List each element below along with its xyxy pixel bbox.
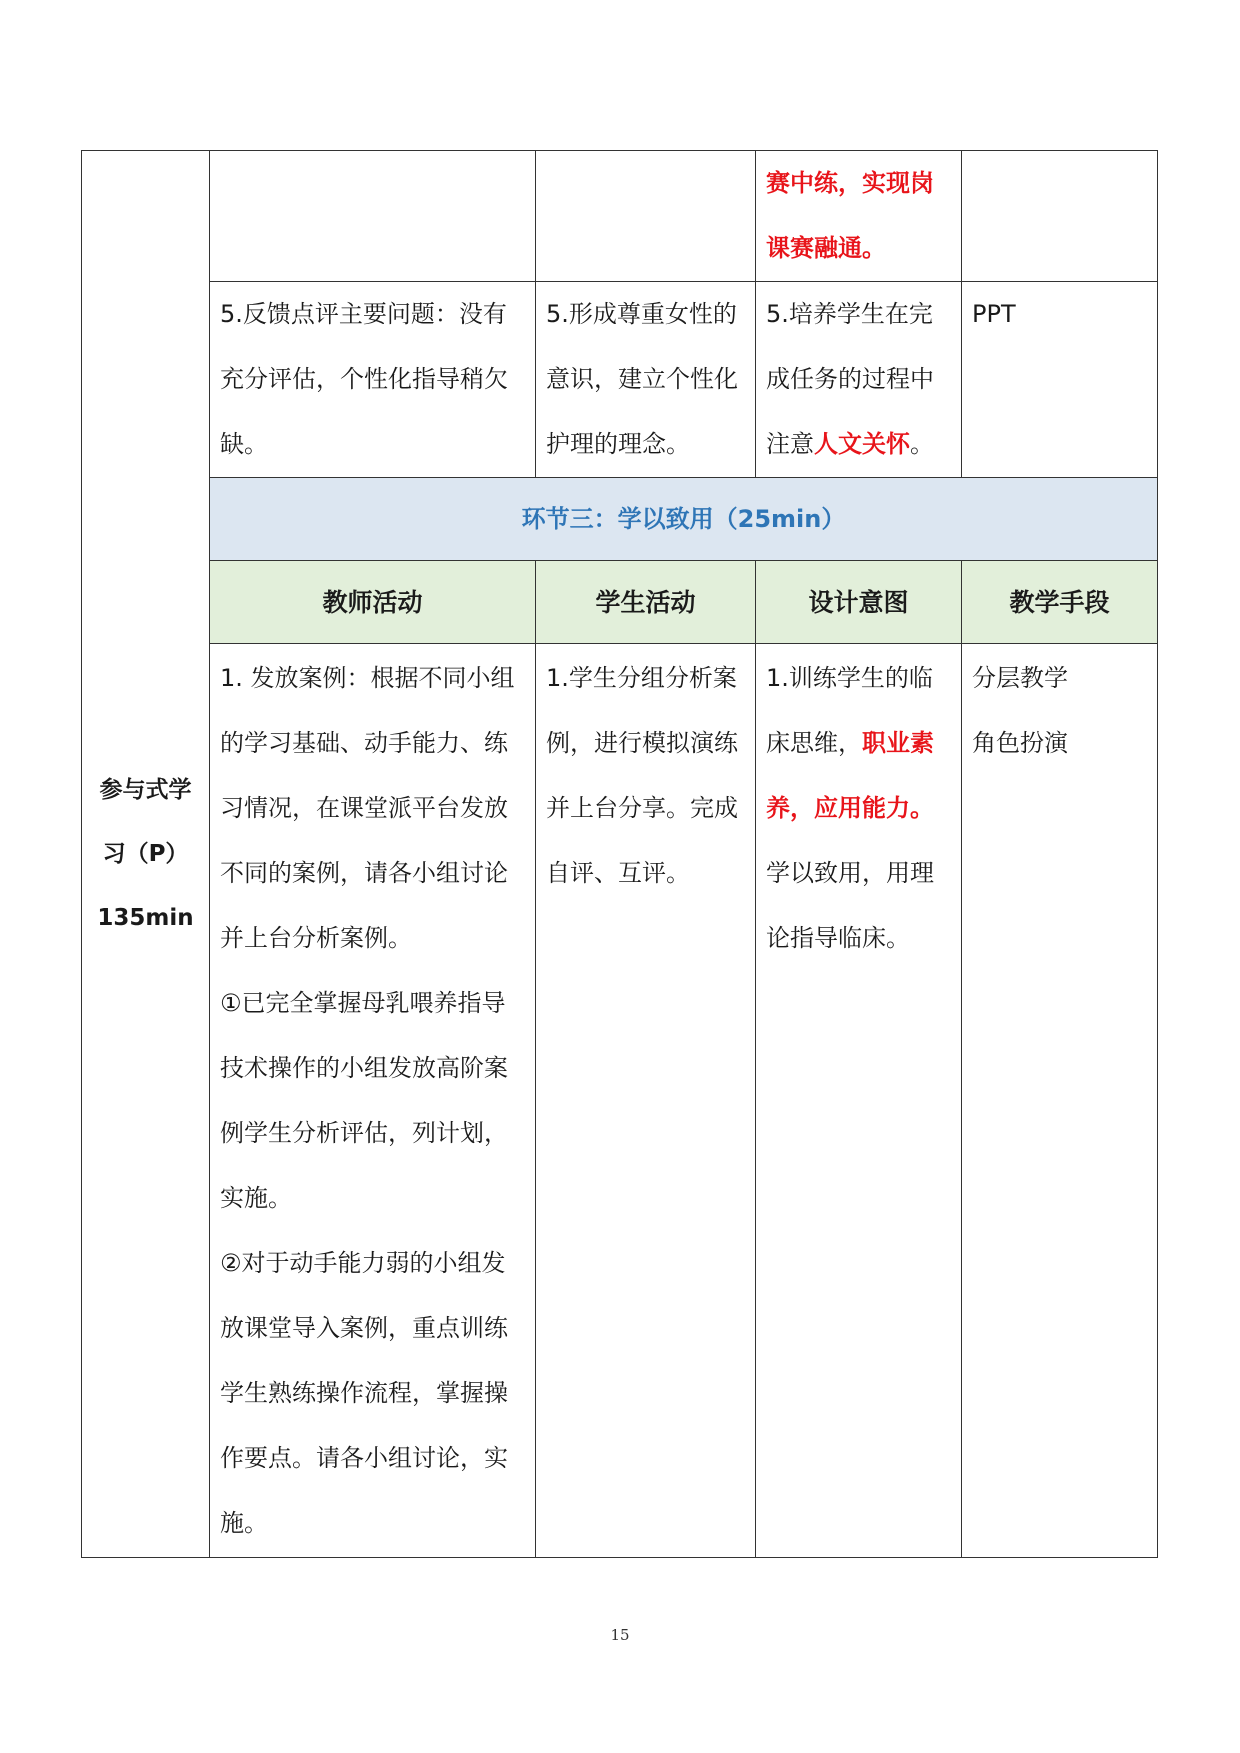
row5-student-cell bbox=[536, 282, 756, 478]
cont-design-line2: 课赛融通。 bbox=[766, 234, 886, 262]
header-means: 教学手段 bbox=[962, 561, 1158, 644]
row5-design-cell bbox=[756, 282, 962, 478]
header-design: 设计意图 bbox=[756, 561, 962, 644]
row5-design-prefix: 5.培养学生在完成任务的过程中注意 bbox=[766, 300, 934, 458]
cont-design-cell bbox=[756, 151, 962, 282]
section-title-row bbox=[82, 478, 1158, 561]
table-row-5 bbox=[82, 282, 1158, 478]
row1-means-cell bbox=[962, 644, 1158, 1558]
table-row-1 bbox=[82, 644, 1158, 1558]
cont-design-line1: 赛中练，实现岗 bbox=[766, 169, 934, 197]
row1-teacher-para3: ②对于动手能力弱的小组发放课堂导入案例，重点训练学生熟练操作流程，掌握操作要点。请各小组讨论，实施。 bbox=[220, 1249, 508, 1537]
row5-means-text: PPT bbox=[972, 300, 1016, 328]
row5-design-highlight: 人文关怀 bbox=[814, 430, 910, 458]
row5-means-cell bbox=[962, 282, 1158, 478]
row5-design-suffix: 。 bbox=[910, 430, 934, 458]
lesson-plan-table bbox=[81, 150, 1158, 1558]
cont-means-cell bbox=[962, 151, 1158, 282]
column-header-row bbox=[82, 561, 1158, 644]
page-number: 15 bbox=[610, 1626, 630, 1644]
row5-teacher-text: 5.反馈点评主要问题：没有充分评估，个性化指导稍欠缺。 bbox=[220, 300, 508, 458]
phase-label-line1: 参与式学 bbox=[99, 777, 192, 803]
table-row-continuation bbox=[82, 151, 1158, 282]
row1-means-line1: 分层教学 bbox=[972, 664, 1068, 692]
row1-student-cell bbox=[536, 644, 756, 1558]
cont-student-cell bbox=[536, 151, 756, 282]
row1-means-line2: 角色扮演 bbox=[972, 729, 1068, 757]
row1-teacher-cell bbox=[210, 644, 536, 1558]
row1-teacher-para2: ①已完全掌握母乳喂养指导技术操作的小组发放高阶案例学生分析评估，列计划，实施。 bbox=[220, 989, 508, 1212]
row1-design-prefix: 1.训练学生的临床思维， bbox=[766, 664, 933, 757]
row5-teacher-cell bbox=[210, 282, 536, 478]
phase-label-line2: 习（P） bbox=[102, 841, 189, 867]
row1-teacher-para1: 1. 发放案例：根据不同小组的学习基础、动手能力、练习情况，在课堂派平台发放不同的案例，请各小组讨论并上台分析案例。 bbox=[220, 664, 515, 952]
header-teacher: 教师活动 bbox=[210, 561, 536, 644]
phase-label-cell bbox=[82, 151, 210, 1558]
section-title: 环节三：学以致用（25min） bbox=[210, 478, 1158, 561]
row1-student-text: 1.学生分组分析案例，进行模拟演练并上台分享。完成自评、互评。 bbox=[546, 664, 738, 887]
cont-teacher-cell bbox=[210, 151, 536, 282]
row1-design-highlight: 职业素养，应用能力。 bbox=[766, 729, 934, 822]
row5-student-text: 5.形成尊重女性的意识，建立个性化护理的理念。 bbox=[546, 300, 738, 458]
header-student: 学生活动 bbox=[536, 561, 756, 644]
row1-design-suffix: 学以致用，用理论指导临床。 bbox=[766, 859, 934, 952]
phase-label-duration: 135min bbox=[97, 905, 194, 931]
row1-design-cell bbox=[756, 644, 962, 1558]
